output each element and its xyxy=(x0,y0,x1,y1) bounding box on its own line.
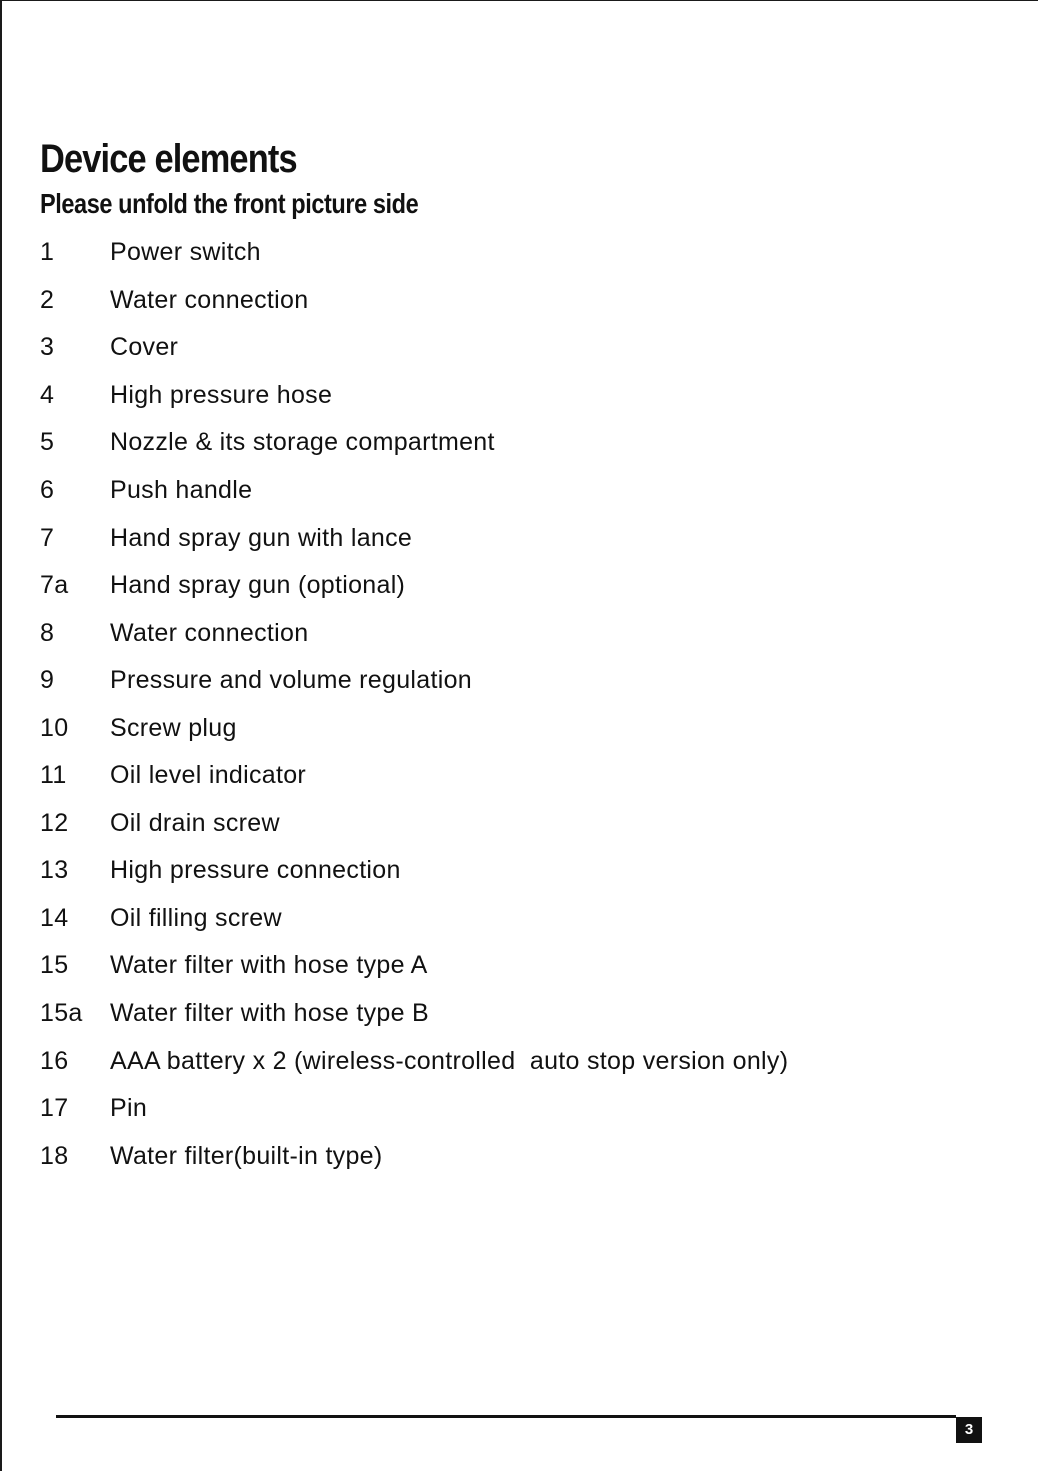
list-item xyxy=(40,467,788,515)
page-title: Device elements xyxy=(40,137,297,181)
item-label: Oil level indicator xyxy=(110,761,307,790)
item-number: 2 xyxy=(40,285,55,314)
item-number: 15 xyxy=(40,951,69,980)
item-number: 7 xyxy=(40,523,55,552)
item-label: AAA battery x 2 (wireless-controlled auto stop version only) xyxy=(110,1046,789,1075)
list-item xyxy=(40,562,788,610)
list-item xyxy=(40,800,788,848)
item-number: 10 xyxy=(40,713,69,742)
item-label: High pressure connection xyxy=(110,856,401,885)
list-item xyxy=(40,942,788,990)
list-item xyxy=(40,1085,788,1133)
page-number: 3 xyxy=(956,1417,982,1443)
list-item xyxy=(40,847,788,895)
item-label: Water filter with hose type B xyxy=(110,999,430,1028)
list-item xyxy=(40,895,788,943)
item-label: Cover xyxy=(110,333,179,362)
list-item xyxy=(40,990,788,1038)
list-item xyxy=(40,752,788,800)
item-label: Water connection xyxy=(110,618,309,647)
list-item xyxy=(40,704,788,752)
list-item xyxy=(40,324,788,372)
item-number: 5 xyxy=(40,428,55,457)
item-number: 12 xyxy=(40,808,69,837)
item-number: 13 xyxy=(40,856,69,885)
item-label: Power switch xyxy=(110,238,261,267)
item-label: High pressure hose xyxy=(110,380,333,409)
item-number: 17 xyxy=(40,1094,69,1123)
item-label: Hand spray gun (optional) xyxy=(110,571,406,600)
list-item xyxy=(40,372,788,420)
item-label: Push handle xyxy=(110,476,253,504)
list-item xyxy=(40,277,788,325)
page-subtitle: Please unfold the front picture side xyxy=(40,188,419,219)
item-number: 6 xyxy=(40,476,55,504)
item-label: Oil filling screw xyxy=(110,903,282,932)
item-label: Pin xyxy=(110,1094,148,1123)
list-item xyxy=(40,657,788,705)
item-label: Water connection xyxy=(110,285,309,314)
item-label: Pressure and volume regulation xyxy=(110,666,472,695)
list-item xyxy=(40,1132,788,1180)
item-label: Hand spray gun with lance xyxy=(110,523,413,552)
item-label: Water filter(built-in type) xyxy=(110,1141,383,1170)
item-number: 14 xyxy=(40,903,69,932)
item-number: 1 xyxy=(40,238,55,267)
item-number: 8 xyxy=(40,618,55,647)
item-number: 4 xyxy=(40,380,55,409)
device-elements-list xyxy=(40,229,788,1180)
list-item xyxy=(40,514,788,562)
list-item xyxy=(40,1037,788,1085)
item-number: 3 xyxy=(40,333,55,362)
list-item xyxy=(40,609,788,657)
item-label: Oil drain screw xyxy=(110,808,280,837)
item-label: Screw plug xyxy=(110,713,237,742)
item-number: 11 xyxy=(40,761,67,790)
item-label: Nozzle & its storage compartment xyxy=(110,428,495,457)
footer-rule xyxy=(56,1415,956,1418)
list-item xyxy=(40,229,788,277)
item-number: 7a xyxy=(40,571,69,600)
item-number: 9 xyxy=(40,666,55,695)
item-number: 18 xyxy=(40,1141,69,1170)
item-label: Water filter with hose type A xyxy=(110,951,428,980)
item-number: 16 xyxy=(40,1046,69,1075)
item-number: 15a xyxy=(40,999,83,1028)
list-item xyxy=(40,419,788,467)
